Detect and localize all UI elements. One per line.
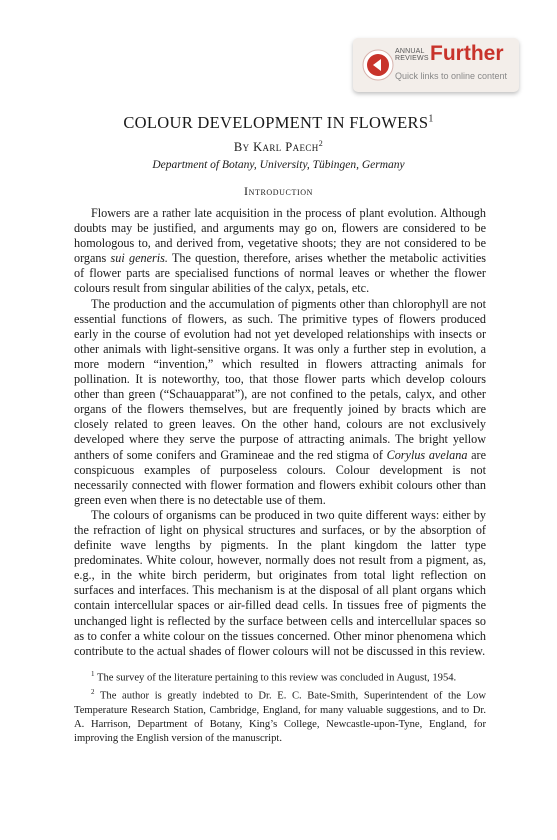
article-body [74,206,486,746]
affiliation: Department of Botany, University, Tübingen, Germany [152,159,405,171]
p2-italic: Corylus avelana [386,447,468,462]
author-name: Karl Paech [253,140,319,155]
footnote-1-mark: 1 [91,669,95,678]
p1-text-b: The question, therefore, arises whether the metabolic activities of flower parts are specialised functions of normal leaves or whether the flower colours result from singular abilities of the calyx, petals, etc. [74,251,486,296]
paragraph-1 [74,206,486,297]
paragraph-3: The colours of organisms can be produced in two quite different ways: either by the refraction of light on physical structures and surfaces, or by the absorption of definite wave lengths by pigments. In the plant kingdom the latter type predominates. White colour, however, normally does not result from a pigment, as, e.g., in the white birch periderm, but originates from total light reflection on surfaces and interfaces. This mechanism is at the disposal of all plant organs which contain intercellular spaces or air-filled dead cells. In tissues free of pigments the unchanged light is reflected by the surface between cells and intercellular spaces so as to confer a white colour on the tissues concerned. Other minor phenomena which contribute to the actual shades of flower colours will not be discussed in this review. [74,507,486,658]
further-subtitle: Quick links to online content [395,71,508,81]
footnote-1-text: The survey of the literature pertaining to this review was concluded in August, 1954. [96,672,457,684]
author-prefix: By [233,140,250,155]
p1-italic: sui generis. [110,251,168,266]
annual-reviews-logo-icon [361,48,395,82]
further-label[interactable]: Further [430,42,504,65]
title-text: COLOUR DEVELOPMENT IN FLOWERS [123,113,429,132]
p1-text-a: Flowers are a rather late acquisition in the process of plant evolution. Although doubts may be justified, and arguments may go on, flowers are considered to be homologous to, and derived from, vegetative shoots; they are not considered to be organs [74,206,486,266]
article-title [0,113,557,133]
p2-text-a: The production and the accumulation of pigments other than chlorophyll are not essential functions of flowers, as such. The primitive types of flowers produced early in the course of evolution had not yet developed relationships with insects or other animals with light-sensitive organs. It was only a further step in evolution, a more modern “invention,” which resulted in flowers attracting animals for pollination. It is noteworthy, too, that those flower parts which develop colours other than green (“Schauapparat”), are not confined to the petals, calyx, and other organs of the flowers themselves, but are frequently joined by bracts which are closely related to green leaves. On the other hand, colours are not exclusively developed where they serve the purpose of attracting animals. The bright yellow anthers of some conifers and Gramineae and the red stigma of [74,296,486,462]
section-heading: Introduction [244,184,313,198]
title-footnote-mark: 1 [428,113,434,125]
p2-text-b: are conspicuous examples of purposeless colours. Colour development is not necessarily connected with flower formation and flowers exhibit colours other than green even when there is no detectable use of them. [74,447,486,507]
paragraph-2 [74,297,486,508]
footnote-2-text: The author is greatly indebted to Dr. E. C. Bate-Smith, Superintendent of the Low Temperature Research Station, Cambridge, England, for many valuable suggestions, and to Dr. A. Harrison, Department of Botany, King’s College, Newcastle-upon-Tyne, England, for improving the English version of the manuscript. [74,690,486,744]
author-footnote-mark: 2 [318,139,324,148]
footnote-1 [74,667,486,686]
author-line [0,139,557,155]
footnote-2-mark: 2 [91,688,95,697]
brand-text [395,48,429,62]
footnote-2 [74,685,486,746]
brand-line-2: REVIEWS [395,55,429,62]
brand-line-1: ANNUAL [395,48,425,55]
further-badge[interactable] [353,38,519,92]
